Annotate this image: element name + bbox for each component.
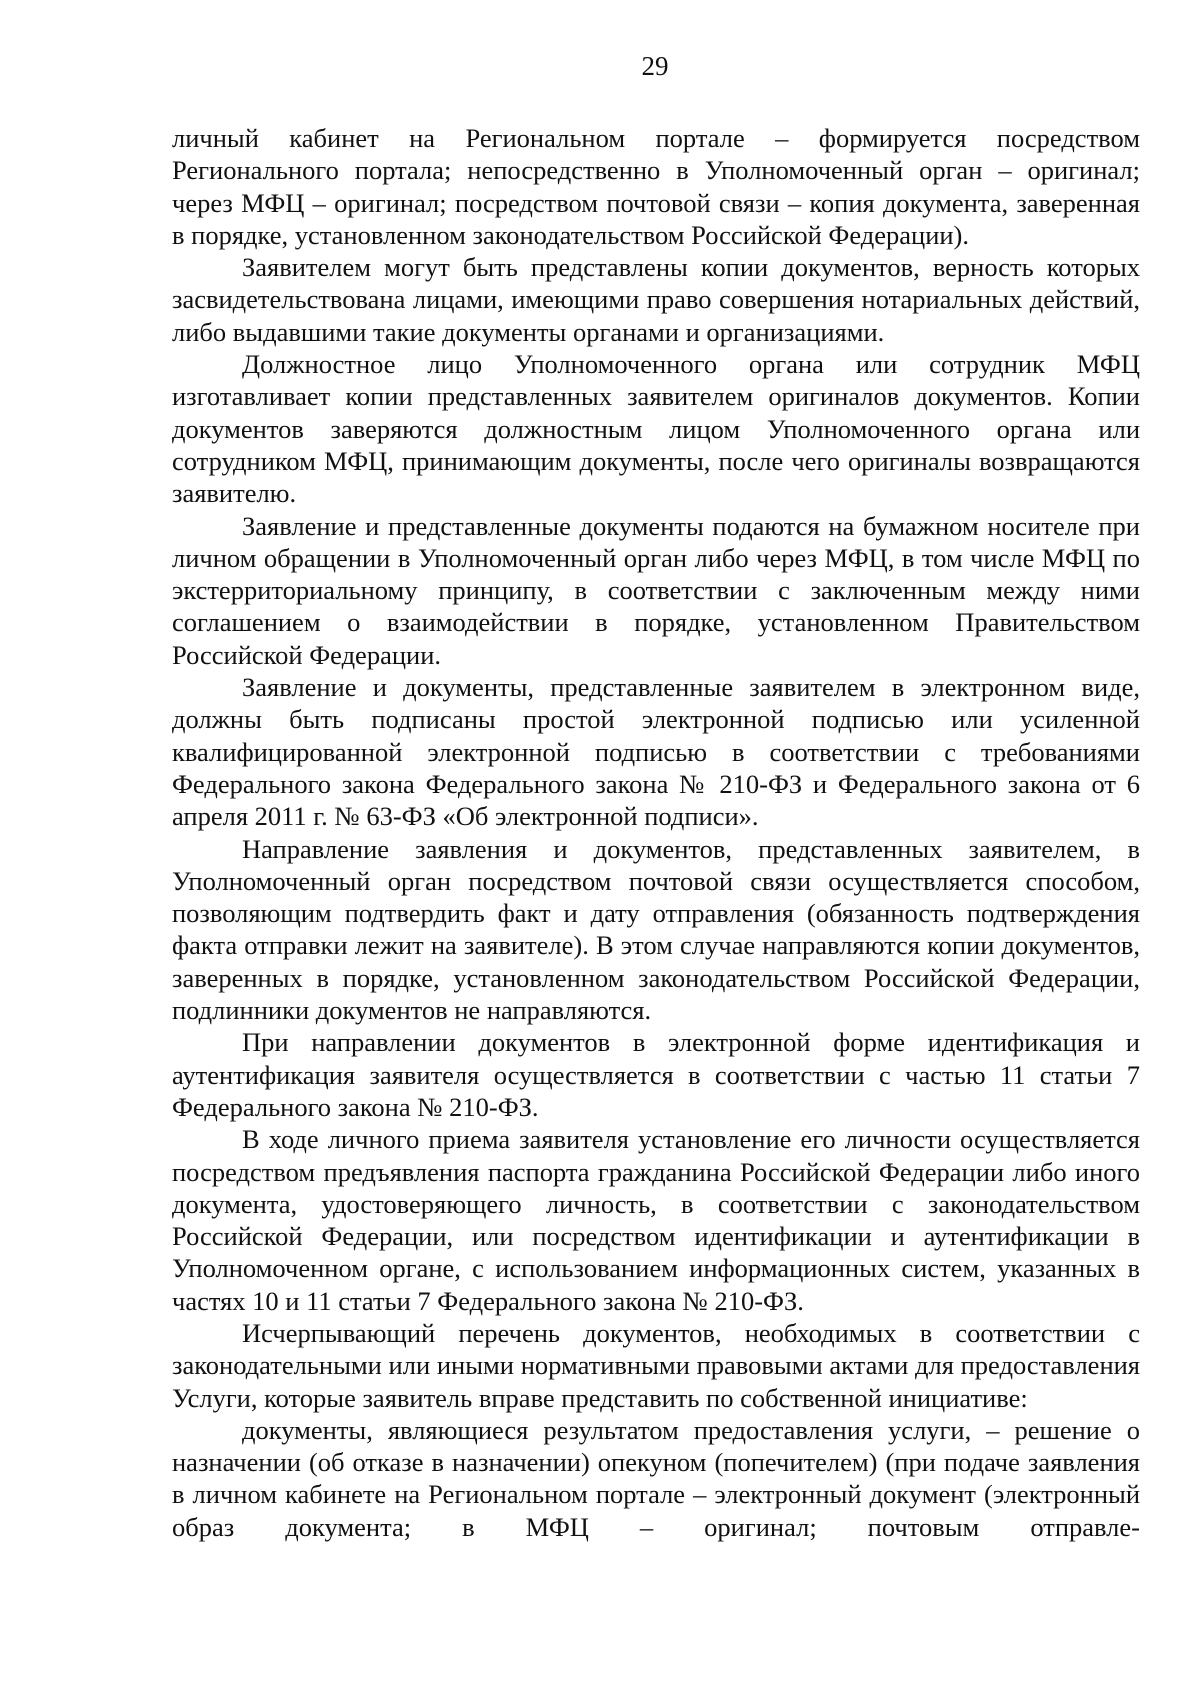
paragraph: Заявление и документы, представленные заявителем в электронном виде, должны быть подписаны простой электронной подписью или усиленной квалифицированной электронной подписью в соответствии с требованиями Федерального закона Федерального закона № 210-ФЗ и Федерального закона от 6 апреля 2011 г. № 63-ФЗ «Об электронной подписи». [172, 672, 1140, 832]
page-number: 29 [641, 51, 669, 81]
paragraph: При направлении документов в электронной форме идентификация и аутентификация заявителя осуществляется в соответствии с частью 11 статьи 7 Федерального закона № 210-ФЗ. [172, 1027, 1140, 1122]
paragraph: личный кабинет на Региональном портале – формируется посредством Регионального портала; непосредственно в Уполномоченный орган – оригинал; через МФЦ – оригинал; посредством почтовой связи – копия документа, заверенная в порядке, установленном законодательством Российской Федерации). [172, 123, 1140, 250]
paragraph: Направление заявления и документов, представленных заявителем, в Уполномоченный орган посредством почтовой связи осуществляется способом, позволяющим подтвердить факт и дату отправления (обязанность подтверждения факта отправки лежит на заявителе). В этом случае направляются копии документов, заверенных в порядке, установленном законодательством Российской Федерации, подлинники документов не направляются. [172, 833, 1140, 1026]
paragraph: В ходе личного приема заявителя установление его личности осуществляется посредством предъявления паспорта гражданина Российской Федерации либо иного документа, удостоверяющего личность, в соответствии с законодательством Российской Федерации, или посредством идентификации и аутентификации в Уполномоченном органе, с использованием информационных систем, указанных в частях 10 и 11 статьи 7 Федерального закона № 210-ФЗ. [172, 1124, 1140, 1316]
paragraph: документы, являющиеся результатом предоставления услуги, – решение о назначении (об отказе в назначении) опекуном (попечителем) (при подаче заявления в личном кабинете на Региональном портале – электронный документ (электронный образ документа; в МФЦ – оригинал; почтовым отправле- [172, 1414, 1140, 1542]
paragraph: Должностное лицо Уполномоченного органа или сотрудник МФЦ изготавливает копии представленных заявителем оригиналов документов. Копии документов заверяются должностным лицом Уполномоченного органа или сотрудником МФЦ, принимающим документы, после чего оригиналы возвращаются заявителю. [172, 349, 1140, 509]
paragraph: Заявителем могут быть представлены копии документов, верность которых засвидетельствована лицами, имеющими право совершения нотариальных действий, либо выдавшими такие документы органами и организациями. [172, 252, 1140, 347]
document-body [172, 122, 1140, 1543]
paragraph: Исчерпывающий перечень документов, необходимых в соответствии с законодательными или иными нормативными правовыми актами для предоставления Услуги, которые заявитель вправе представить по собственной инициативе: [172, 1317, 1140, 1413]
paragraph: Заявление и представленные документы подаются на бумажном носителе при личном обращении в Уполномоченный орган либо через МФЦ, в том числе МФЦ по экстерриториальному принципу, в соответствии с заключенным между ними соглашением о взаимодействии в порядке, установленном Правительством Российской Федерации. [172, 510, 1140, 670]
